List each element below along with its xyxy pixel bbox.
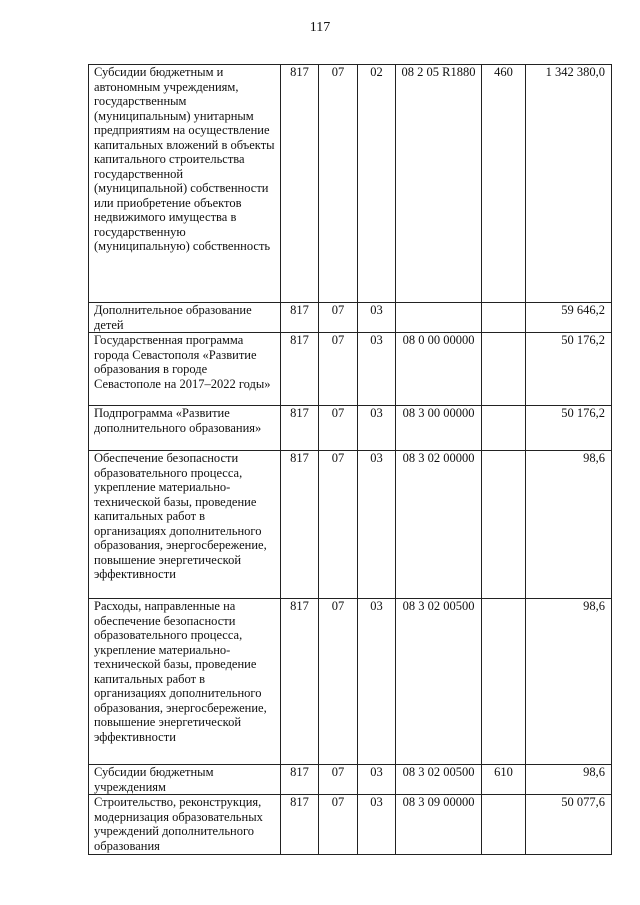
row-grbs: 817 bbox=[281, 406, 319, 451]
row-pr: 03 bbox=[358, 333, 396, 406]
table-row bbox=[89, 795, 612, 855]
row-rz: 07 bbox=[319, 599, 358, 765]
row-amount: 98,6 bbox=[526, 765, 612, 795]
row-name: Обеспечение безопасности образовательного процесса, укрепление материально-технической базы, проведение капитальных работ в организациях дополнительного образования, энергосбережение, повышение энергетической эффективности bbox=[89, 451, 281, 599]
row-csr: 08 2 05 R1880 bbox=[396, 65, 482, 303]
row-pr: 02 bbox=[358, 65, 396, 303]
row-vr bbox=[482, 406, 526, 451]
row-csr: 08 3 00 00000 bbox=[396, 406, 482, 451]
row-amount: 50 176,2 bbox=[526, 406, 612, 451]
row-grbs: 817 bbox=[281, 65, 319, 303]
row-csr: 08 3 02 00500 bbox=[396, 599, 482, 765]
budget-table bbox=[88, 64, 612, 855]
row-pr: 03 bbox=[358, 795, 396, 855]
row-rz: 07 bbox=[319, 765, 358, 795]
table-row bbox=[89, 65, 612, 303]
table-row bbox=[89, 765, 612, 795]
row-vr bbox=[482, 599, 526, 765]
row-vr: 460 bbox=[482, 65, 526, 303]
row-name: Строительство, реконструкция, модернизация образовательных учреждений дополнительного образования bbox=[89, 795, 281, 855]
row-pr: 03 bbox=[358, 451, 396, 599]
row-vr bbox=[482, 795, 526, 855]
row-name: Государственная программа города Севастополя «Развитие образования в городе Севастополе на 2017–2022 годы» bbox=[89, 333, 281, 406]
table-row bbox=[89, 451, 612, 599]
row-grbs: 817 bbox=[281, 765, 319, 795]
row-amount: 50 176,2 bbox=[526, 333, 612, 406]
row-pr: 03 bbox=[358, 406, 396, 451]
row-rz: 07 bbox=[319, 451, 358, 599]
row-vr bbox=[482, 451, 526, 599]
row-rz: 07 bbox=[319, 333, 358, 406]
row-name: Субсидии бюджетным учреждениям bbox=[89, 765, 281, 795]
table-row bbox=[89, 406, 612, 451]
row-rz: 07 bbox=[319, 303, 358, 333]
row-rz: 07 bbox=[319, 406, 358, 451]
row-grbs: 817 bbox=[281, 303, 319, 333]
row-rz: 07 bbox=[319, 795, 358, 855]
table-row bbox=[89, 333, 612, 406]
row-amount: 98,6 bbox=[526, 451, 612, 599]
row-csr: 08 3 09 00000 bbox=[396, 795, 482, 855]
row-amount: 50 077,6 bbox=[526, 795, 612, 855]
row-grbs: 817 bbox=[281, 599, 319, 765]
table-row bbox=[89, 303, 612, 333]
row-vr: 610 bbox=[482, 765, 526, 795]
row-vr bbox=[482, 303, 526, 333]
page-number: 117 bbox=[309, 20, 331, 35]
row-pr: 03 bbox=[358, 599, 396, 765]
row-amount: 98,6 bbox=[526, 599, 612, 765]
row-name: Подпрограмма «Развитие дополнительного образования» bbox=[89, 406, 281, 451]
row-name: Субсидии бюджетным и автономным учреждениям, государственным (муниципальным) унитарным предприятиям на осуществление капитальных вложений в объекты капитального строительства государственной (муниципальной) собственности или приобретение объектов недвижимого имущества в государственную (муниципальную) собственность bbox=[89, 65, 281, 303]
row-amount: 59 646,2 bbox=[526, 303, 612, 333]
row-vr bbox=[482, 333, 526, 406]
row-grbs: 817 bbox=[281, 451, 319, 599]
row-amount: 1 342 380,0 bbox=[526, 65, 612, 303]
row-rz: 07 bbox=[319, 65, 358, 303]
row-grbs: 817 bbox=[281, 795, 319, 855]
row-pr: 03 bbox=[358, 765, 396, 795]
row-grbs: 817 bbox=[281, 333, 319, 406]
row-csr bbox=[396, 303, 482, 333]
row-pr: 03 bbox=[358, 303, 396, 333]
row-csr: 08 0 00 00000 bbox=[396, 333, 482, 406]
row-csr: 08 3 02 00000 bbox=[396, 451, 482, 599]
row-csr: 08 3 02 00500 bbox=[396, 765, 482, 795]
table-row bbox=[89, 599, 612, 765]
row-name: Дополнительное образование детей bbox=[89, 303, 281, 333]
row-name: Расходы, направленные на обеспечение безопасности образовательного процесса, укрепление материально-технической базы, проведение капитальных работ в организациях дополнительного образования, энергосбережение, повышение энергетической эффективности bbox=[89, 599, 281, 765]
